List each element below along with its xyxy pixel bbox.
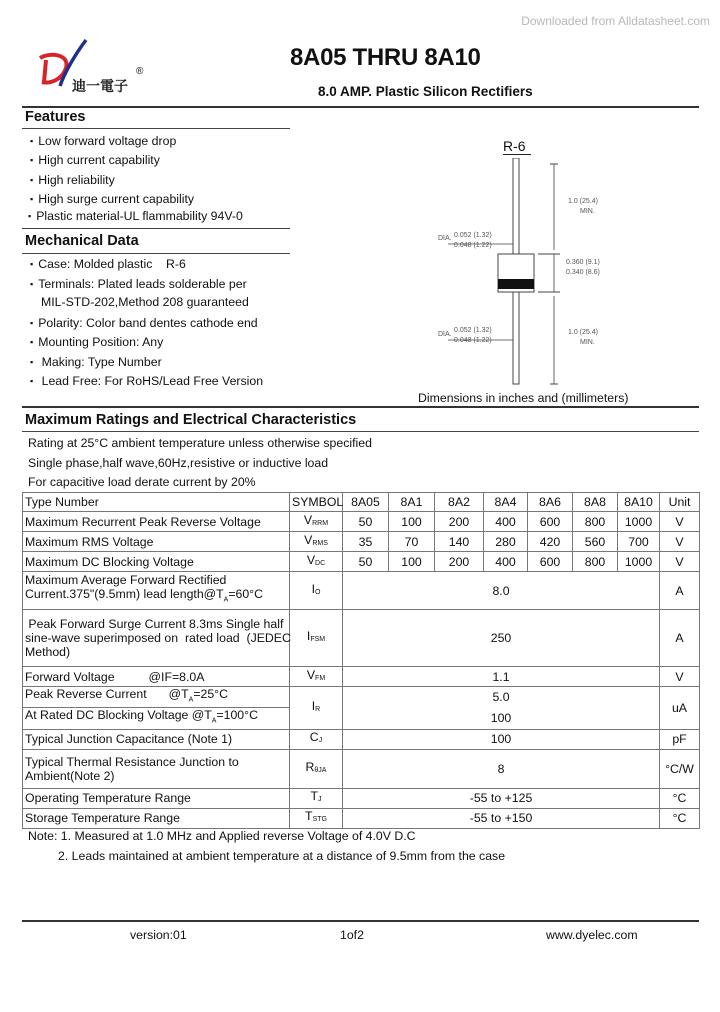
value-cell: 600 [528, 552, 573, 572]
divider [22, 228, 290, 229]
table-row [23, 667, 700, 687]
symbol-cell: $T_J$ [290, 788, 343, 808]
dim-body-length: 0.360 (9.1) 0.340 (8.6) [566, 259, 600, 276]
divider [22, 128, 290, 129]
symbol-cell: $I_{FSM}$ [290, 610, 343, 667]
symbol-cell: $V_{RMS}$ [290, 532, 343, 552]
value-cell: 560 [573, 532, 618, 552]
param-label: Forward Voltage @IF=8.0A [23, 667, 290, 687]
value-cell: 100 [343, 729, 660, 749]
table-row [23, 708, 700, 729]
value-cell: 50 [343, 512, 389, 532]
list-item: MIL-STD-202,Method 208 guaranteed [41, 295, 249, 309]
symbol-cell: $I_O$ [290, 572, 343, 610]
ratings-heading: Maximum Ratings and Electrical Characteristics [25, 412, 357, 428]
registered-mark: ® [136, 66, 144, 77]
header-cell: 8A2 [435, 493, 484, 512]
package-name: R-6 [503, 138, 526, 154]
header-cell: Type Number [23, 493, 290, 512]
unit-cell: °C [660, 808, 700, 828]
table-row [23, 610, 700, 667]
param-label: Typical Junction Capacitance (Note 1) [23, 729, 290, 749]
symbol-cell: $V_{FM}$ [290, 667, 343, 687]
symbol-cell: $V_{RRM}$ [290, 512, 343, 532]
value-cell: 8.0 [343, 572, 660, 610]
header-cell: 8A1 [389, 493, 435, 512]
unit-cell: pF [660, 729, 700, 749]
value-cell: 800 [573, 552, 618, 572]
value-cell: 140 [435, 532, 484, 552]
ratings-table [22, 492, 700, 829]
page-subtitle: 8.0 AMP. Plastic Silicon Rectifiers [318, 84, 533, 99]
value-cell: 200 [435, 552, 484, 572]
mechanical-heading: Mechanical Data [25, 233, 139, 249]
list-item: ▪ Plastic material-UL flammability 94V-0 [28, 209, 243, 223]
value-cell: 400 [484, 552, 528, 572]
package-name-underline [503, 154, 531, 155]
param-label: Storage Temperature Range [23, 808, 290, 828]
page-title: 8A05 THRU 8A10 [290, 44, 481, 71]
list-item: ▪ Making: Type Number [30, 355, 162, 369]
dim-lead-dia: DIA. 0.052 (1.32) 0.048 (1.22) [438, 232, 492, 249]
symbol-cell: $I_R$ [290, 687, 343, 730]
value-cell: 100 [389, 552, 435, 572]
table-row [23, 808, 700, 828]
unit-cell: V [660, 532, 700, 552]
note-1: Note: 1. Measured at 1.0 MHz and Applied reverse Voltage of 4.0V D.C [28, 829, 416, 843]
param-label: Maximum DC Blocking Voltage [23, 552, 290, 572]
header-cell: SYMBOL [290, 493, 343, 512]
divider [22, 106, 699, 108]
value-cell: 1000 [618, 552, 660, 572]
list-item: ▪ Lead Free: For RoHS/Lead Free Version [30, 374, 264, 388]
unit-cell: A [660, 572, 700, 610]
condition-line: For capacitive load derate current by 20% [28, 475, 256, 489]
value-cell: 1000 [618, 512, 660, 532]
param-label: Peak Forward Surge Current 8.3ms Single half sine-wave superimposed on rated load (JEDEC Method) [23, 610, 290, 667]
value-cell: 200 [435, 512, 484, 532]
value-cell: 8 [343, 749, 660, 788]
company-logo [30, 38, 160, 98]
value-cell: -55 to +125 [343, 788, 660, 808]
header-cell: Unit [660, 493, 700, 512]
unit-cell: V [660, 667, 700, 687]
brand-name: 迪一電子 [72, 78, 128, 94]
divider [22, 920, 699, 922]
value-cell: 1.1 [343, 667, 660, 687]
list-item: ▪ High reliability [30, 173, 115, 187]
symbol-cell: $C_J$ [290, 729, 343, 749]
value-cell: 280 [484, 532, 528, 552]
divider [22, 406, 699, 408]
list-item: ▪ Polarity: Color band dentes cathode end [30, 316, 258, 330]
value-cell: 100 [389, 512, 435, 532]
list-item: ▪ Low forward voltage drop [30, 134, 177, 148]
unit-cell: uA [660, 687, 700, 730]
symbol-cell: $V_{DC}$ [290, 552, 343, 572]
table-row [23, 729, 700, 749]
param-label: Peak Reverse Current $@T_A=25^\circ C$ [23, 687, 290, 708]
header-cell: 8A4 [484, 493, 528, 512]
value-cell: 700 [618, 532, 660, 552]
value-cell: 600 [528, 512, 573, 532]
note-2: 2. Leads maintained at ambient temperature at a distance of 9.5mm from the case [58, 849, 506, 863]
unit-cell: V [660, 552, 700, 572]
table-row [23, 532, 700, 552]
dim-lead-bottom: 1.0 (25.4) MIN. [568, 329, 598, 346]
header-cell: 8A10 [618, 493, 660, 512]
list-item: ▪ High current capability [30, 153, 160, 167]
param-label: Maximum Average Forward Rectified Current.375"(9.5mm) lead $length@T_A=60^\circ C$ [23, 572, 290, 610]
header-cell: 8A8 [573, 493, 618, 512]
value-cell: 5.0 [343, 687, 660, 708]
list-item: ▪ High surge current capability [30, 192, 195, 206]
condition-line: Single phase,half wave,60Hz,resistive or inductive load [28, 456, 329, 470]
param-label: Maximum Recurrent Peak Reverse Voltage [23, 512, 290, 532]
value-cell: 800 [573, 512, 618, 532]
footer-version: version:01 [130, 928, 187, 942]
value-cell: 100 [343, 708, 660, 729]
table-row [23, 552, 700, 572]
unit-cell: V [660, 512, 700, 532]
value-cell: 250 [343, 610, 660, 667]
param-label: At Rated DC Blocking Voltage $@T_A=100^\circ C$ [23, 708, 290, 729]
value-cell: 400 [484, 512, 528, 532]
features-heading: Features [25, 109, 86, 125]
symbol-cell: $T_{STG}$ [290, 808, 343, 828]
dim-lead-top: 1.0 (25.4) MIN. [568, 198, 598, 215]
table-row [23, 788, 700, 808]
table-row [23, 687, 700, 708]
footer-website[interactable]: www.dyelec.com [546, 928, 638, 942]
header-cell: 8A05 [343, 493, 389, 512]
dim-body-dia: DIA. 0.052 (1.32) 0.048 (1.22) [438, 327, 492, 344]
table-header-row [23, 493, 700, 512]
value-cell: -55 to +150 [343, 808, 660, 828]
symbol-cell: $R_{\theta JA}$ [290, 749, 343, 788]
unit-cell: A [660, 610, 700, 667]
divider [22, 253, 290, 254]
value-cell: 420 [528, 532, 573, 552]
condition-line: Rating at 25°C ambient temperature unless otherwise specified [28, 436, 372, 450]
watermark-text: Downloaded from Alldatasheet.com [521, 14, 710, 28]
list-item: ▪ Mounting Position: Any [30, 335, 164, 349]
dimension-caption: Dimensions in inches and (millimeters) [418, 391, 629, 405]
param-label: Typical Thermal Resistance Junction to Ambient(Note 2) [23, 749, 290, 788]
header-cell: 8A6 [528, 493, 573, 512]
list-item: ▪ Terminals: Plated leads solderable per [30, 277, 247, 291]
value-cell: 50 [343, 552, 389, 572]
table-row [23, 749, 700, 788]
param-label: Operating Temperature Range [23, 788, 290, 808]
divider [22, 431, 699, 432]
param-label: Maximum RMS Voltage [23, 532, 290, 552]
unit-cell: °C [660, 788, 700, 808]
table-row [23, 572, 700, 610]
list-item: ▪ Case: Molded plastic R-6 [30, 257, 186, 271]
unit-cell: °C/W [660, 749, 700, 788]
value-cell: 35 [343, 532, 389, 552]
footer-page: 1of2 [340, 928, 364, 942]
value-cell: 70 [389, 532, 435, 552]
table-row [23, 512, 700, 532]
